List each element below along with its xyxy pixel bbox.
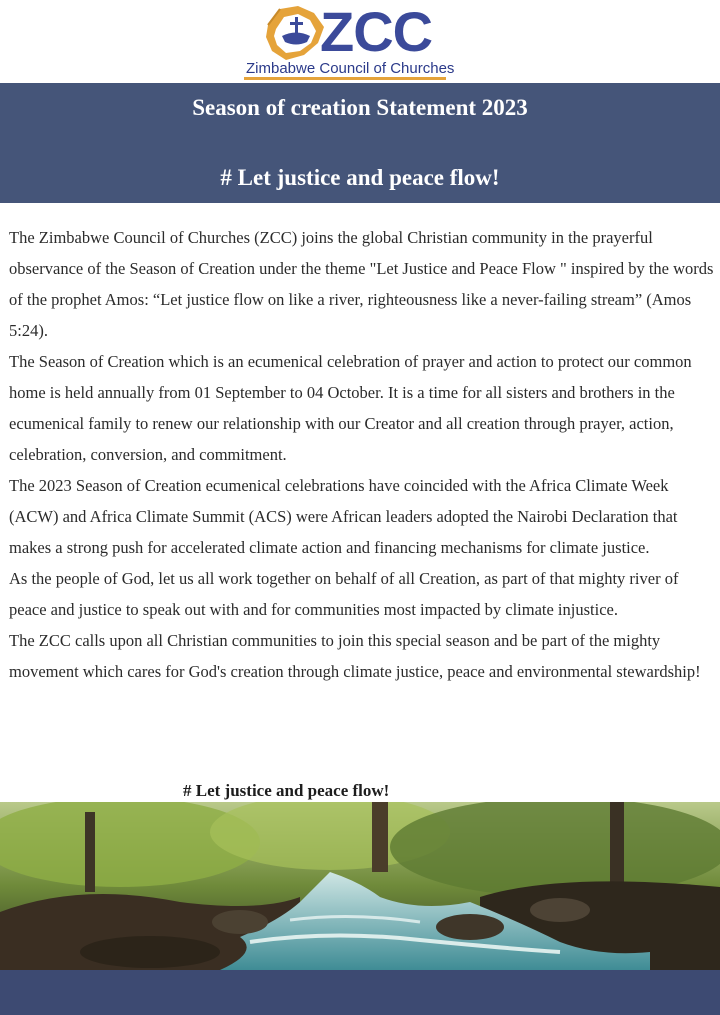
- organization-name: Zimbabwe Council of Churches: [246, 60, 455, 77]
- forest-stream-image: [0, 802, 720, 970]
- logo-underline: [244, 77, 446, 80]
- statement-title: Season of creation Statement 2023: [192, 95, 528, 120]
- closing-hashtag: # Let justice and peace flow!: [183, 781, 390, 800]
- paragraph-climate-summit: The 2023 Season of Creation ecumenical celebrations have coincided with the Africa Climate Week (ACW) and Africa Climate Summit (ACS) were African leaders adopted the Nairobi Declaration that makes a strong push for accelerated climate action and financing mechanisms for climate justice.: [9, 476, 678, 557]
- paragraph-call-to-action: The ZCC calls upon all Christian communities to join this special season and be part of the mighty movement which cares for God's creation through climate justice, peace and environmental stewardship!: [9, 631, 701, 681]
- header-logo-area: [0, 0, 720, 83]
- title-banner: [0, 83, 720, 203]
- forest-stream-illustration: [0, 802, 720, 970]
- theme-hashtag: # Let justice and peace flow!: [220, 165, 500, 190]
- paragraph-intro: The Zimbabwe Council of Churches (ZCC) joins the global Christian community in the prayerful observance of the Season of Creation under the theme "Let Justice and Peace Flow " inspired by the words of the prophet Amos: “Let justice flow on like a river, righteousness like a never-failing stream” (Amos 5:24).: [9, 228, 714, 340]
- logo-wordmark: ZCC: [320, 0, 433, 63]
- paragraph-call-together: As the people of God, let us all work together on behalf of all Creation, as part of that mighty river of peace and justice to speak out with and for communities most impacted by climate injustice.: [9, 569, 679, 619]
- paragraph-season: The Season of Creation which is an ecumenical celebration of prayer and action to protect our common home is held annually from 01 September to 04 October. It is a time for all sisters and brothers in the ecumenical family to renew our relationship with our Creator and all creation through prayer, action, celebration, conversion, and commitment.: [9, 352, 692, 464]
- footer-band: [0, 970, 720, 1015]
- statement-body: [9, 222, 715, 687]
